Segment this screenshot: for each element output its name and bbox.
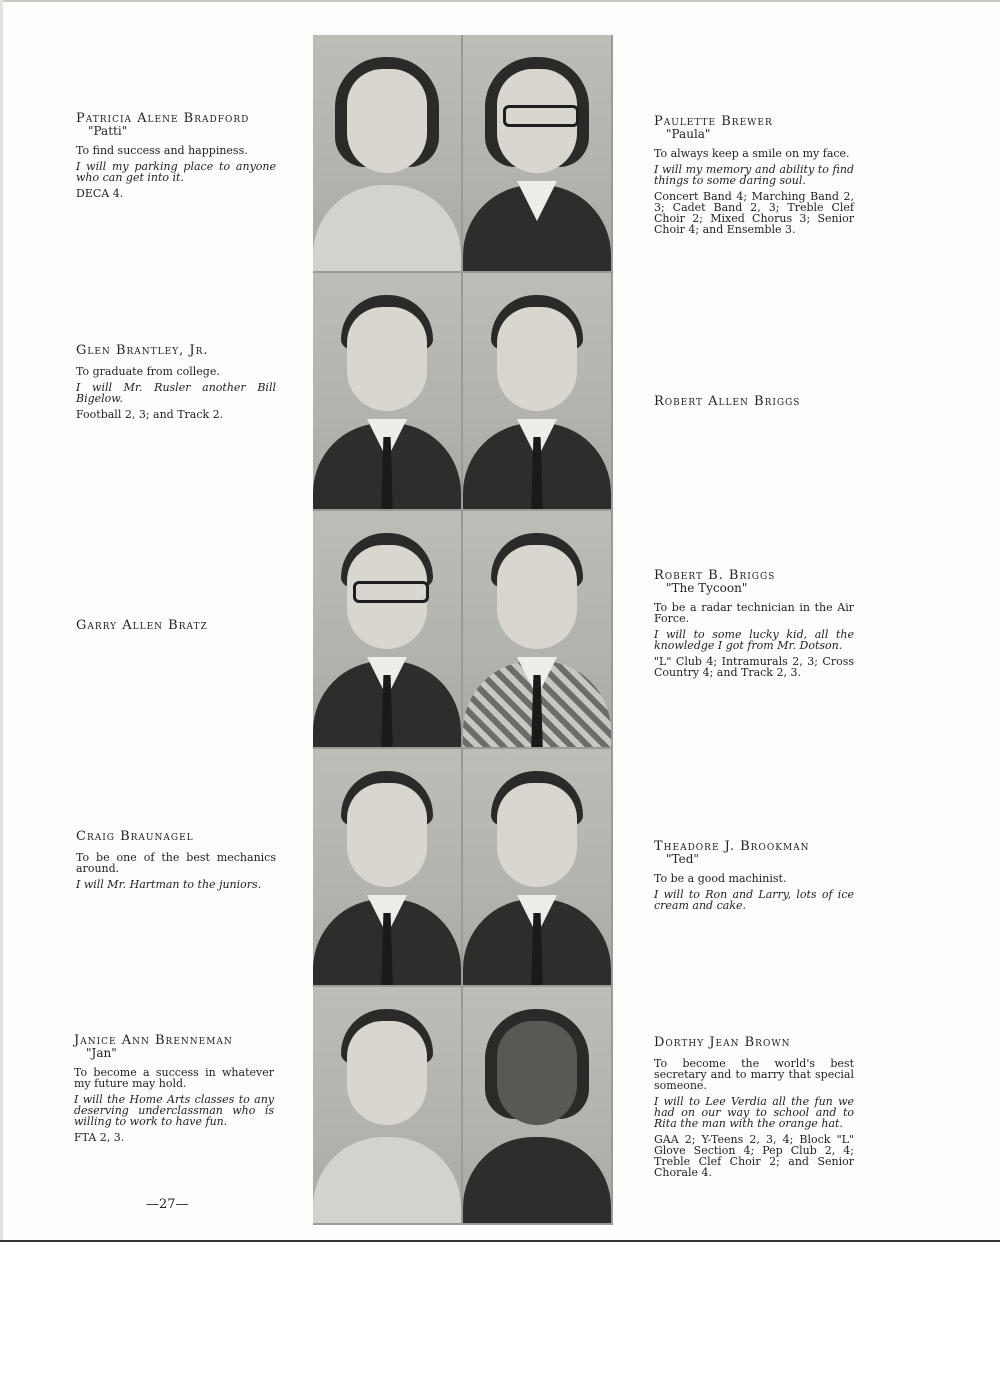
student-name: Robert B. Briggs (654, 568, 776, 583)
scan-bottom-margin (0, 1240, 1000, 1377)
senior-will: I will to some lucky kid, all the knowledge I got from Mr. Dotson. (654, 628, 854, 652)
student-name: Paulette Brewer (654, 114, 773, 129)
portrait-photo (463, 749, 611, 985)
senior-entry-bratz (76, 620, 276, 633)
activities: Football 2, 3; and Track 2. (76, 408, 224, 421)
student-nickname: "Jan" (86, 1046, 117, 1060)
student-nickname: "Paula" (666, 127, 711, 141)
portrait-photo (463, 273, 611, 509)
ambition: To be one of the best mechanics around. (76, 851, 276, 875)
ambition: To graduate from college. (76, 365, 220, 378)
senior-will: I will Mr. Rusler another Bill Bigelow. (76, 381, 276, 405)
portrait-grid (313, 35, 613, 1225)
portrait-photo (463, 987, 611, 1223)
senior-entry-robert-allen-briggs (654, 396, 854, 409)
senior-will: I will Mr. Hartman to the juniors. (76, 878, 262, 891)
page-left-edge (0, 0, 3, 1240)
portrait-photo (313, 987, 461, 1223)
student-name: Patricia Alene Bradford (76, 111, 250, 126)
senior-entry-brown (654, 1037, 854, 1178)
portrait-photo (463, 35, 611, 271)
ambition: To always keep a smile on my face. (654, 147, 850, 160)
senior-entry-robert-b-briggs (654, 570, 854, 678)
senior-entry-bradford (76, 113, 276, 199)
page-top-edge (0, 0, 1000, 2)
portrait-photo (313, 511, 461, 747)
student-name: Glen Brantley, Jr. (76, 343, 209, 358)
senior-will: I will to Lee Verdia all the fun we had on our way to school and to Rita the man with the orange hat. (654, 1095, 854, 1130)
portrait-photo (313, 749, 461, 985)
senior-will: I will my memory and ability to find things to some daring soul. (654, 163, 854, 187)
senior-entry-braunagel (76, 831, 276, 890)
ambition: To become the world's best secretary and to marry that special someone. (654, 1057, 854, 1092)
student-name: Robert Allen Briggs (654, 394, 801, 409)
ambition: To be a good machinist. (654, 872, 787, 885)
activities: "L" Club 4; Intramurals 2, 3; Cross Country 4; and Track 2, 3. (654, 655, 854, 679)
senior-will: I will my parking place to anyone who can get into it. (76, 160, 276, 184)
senior-will: I will the Home Arts classes to any deserving underclassman who is willing to work to have fun. (74, 1093, 274, 1128)
activities: GAA 2; Y-Teens 2, 3, 4; Block "L" Glove Section 4; Pep Club 2, 4; Treble Clef Choir 2; and Senior Chorale 4. (654, 1133, 854, 1179)
student-name: Craig Braunagel (76, 829, 194, 844)
student-name: Theadore J. Brookman (654, 839, 810, 854)
student-nickname: "Patti" (88, 124, 128, 138)
ambition: To become a success in whatever my future may hold. (74, 1066, 274, 1090)
senior-entry-brookman (654, 841, 854, 911)
ambition: To be a radar technician in the Air Force. (654, 601, 854, 625)
student-nickname: "The Tycoon" (666, 581, 748, 595)
portrait-photo (313, 35, 461, 271)
senior-entry-brewer (654, 116, 854, 235)
senior-will: I will to Ron and Larry, lots of ice cream and cake. (654, 888, 854, 912)
activities: FTA 2, 3. (74, 1131, 125, 1144)
student-nickname: "Ted" (666, 852, 699, 866)
student-name: Janice Ann Brenneman (74, 1033, 233, 1048)
student-name: Garry Allen Bratz (76, 618, 208, 633)
student-name: Dorthy Jean Brown (654, 1035, 791, 1050)
senior-entry-brantley (76, 345, 276, 420)
ambition: To find success and happiness. (76, 144, 248, 157)
portrait-photo (463, 511, 611, 747)
activities: Concert Band 4; Marching Band 2, 3; Cadet Band 2, 3; Treble Clef Choir 2; Mixed Chorus 3; Senior Choir 4; and Ensemble 3. (654, 190, 854, 236)
portrait-photo (313, 273, 461, 509)
senior-entry-brenneman (74, 1035, 274, 1143)
page-number: —27— (146, 1197, 189, 1212)
activities: DECA 4. (76, 187, 124, 200)
